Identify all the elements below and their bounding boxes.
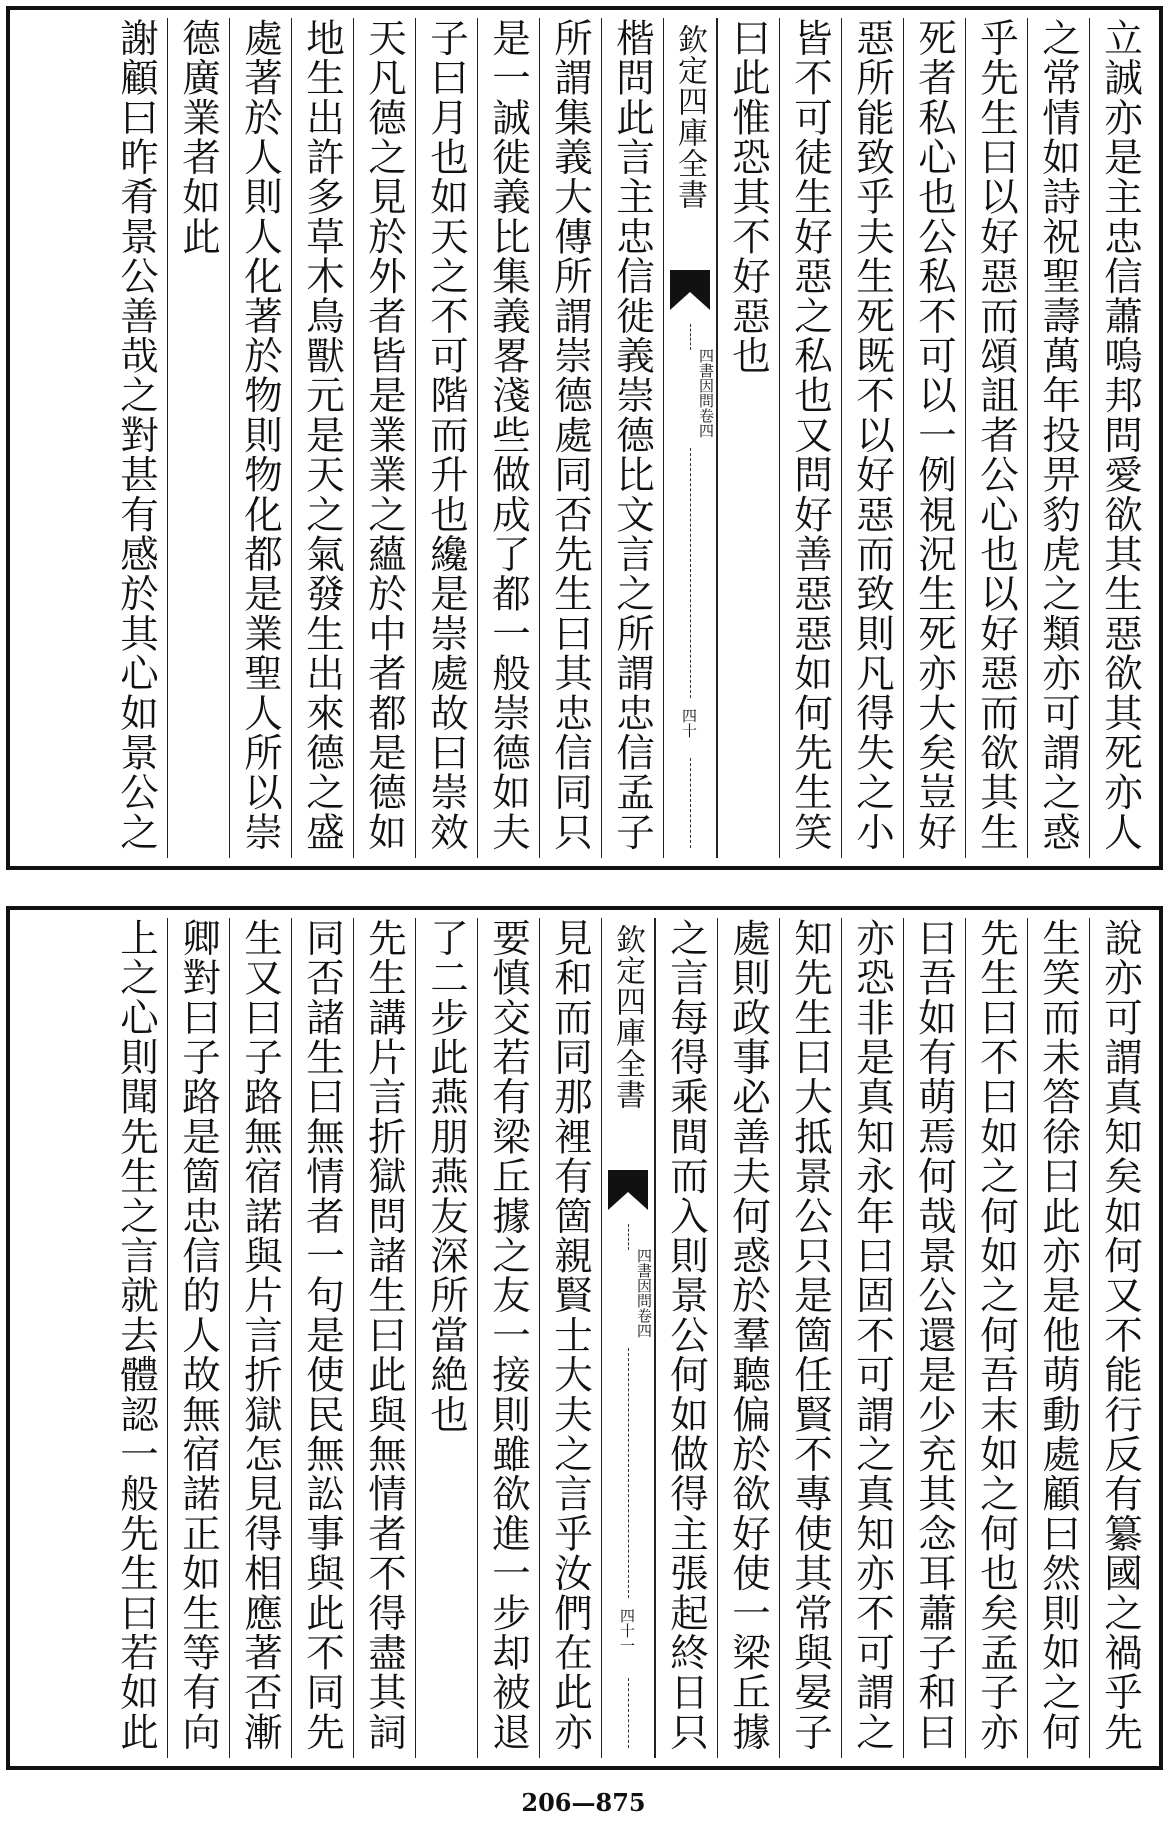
spine-page-number: 四十一 [618,1608,636,1653]
spine-volume: 卷四 [697,408,715,438]
text-column: 亦恐非是真知永年曰固不可謂之真知亦不可謂之 [841,918,903,1758]
spine-rule [690,448,691,698]
text-column: 曰吾如有萌焉何哉景公還是少充其念耳蕭子和曰 [903,918,965,1758]
folio-number: 206—875 [521,1788,646,1817]
text-column: 德廣業者如此 [167,18,229,858]
spine-rule [628,1678,629,1748]
spine-book: 四書因問 [635,1248,653,1308]
spine-book: 四書因問 [697,348,715,408]
text-column: 同否諸生曰無情者一句是使民無訟事與此不同先 [291,918,353,1758]
text-column: 之常情如詩祝聖壽萬年投畀豹虎之類亦可謂之惑 [1027,18,1089,858]
text-column: 知先生曰大抵景公只是箇任賢不專使其常與晏子 [779,918,841,1758]
spine-volume: 卷四 [635,1308,653,1338]
text-column: 是一誠徙義比集義畧淺些做成了都一般崇德如夫 [477,18,539,858]
text-column: 立誠亦是主忠信蕭嗚邦問愛欲其生惡欲其死亦人 [1089,18,1151,858]
text-column: 乎先生曰以好惡而頌詛者公心也以好惡而欲其生 [965,18,1027,858]
text-column: 惡所能致乎夫生死既不以好惡而致則凡得失之小 [841,18,903,858]
fish-tail-icon [670,270,710,322]
bottom-text-columns [18,918,1151,1758]
text-column: 上之心則聞先生之言就去體認一般先生曰若如此 [114,918,159,1752]
text-column: 地生出許多草木鳥獸元是天之氣發生出來德之盛 [291,18,353,858]
text-column: 說亦可謂真知矣如何又不能行反有纂國之禍乎先 [1089,918,1151,1758]
text-column: 要慎交若有梁丘據之友一接則雖欲進一步却被退 [477,918,539,1758]
text-column: 生又曰子路無宿諾與片言折獄怎見得相應著否漸 [229,918,291,1758]
bottom-page [0,896,1167,1796]
text-column: 曰此惟恐其不好惡也 [717,18,779,858]
text-column: 先生曰不曰如之何如之何吾末如之何也矣孟子亦 [965,918,1027,1758]
spine-subtitle [602,1248,654,1338]
text-column: 生笑而未答徐曰此亦是他萌動處顧曰然則如之何 [1027,918,1089,1758]
spine-title: 欽定四庫全書 [610,924,645,1110]
text-column: 卿對曰子路是箇忠信的人故無宿諾正如生等有向 [167,918,229,1758]
text-column: 處著於人則人化著於物則物化都是業聖人所以崇 [229,18,291,858]
text-column: 先生講片言折獄問諸生曰此與無情者不得盡其詞 [353,918,415,1758]
text-column: 皆不可徒生好惡之私也又問好善惡惡如何先生笑 [779,18,841,858]
bottom-page-frame [6,906,1163,1770]
text-column: 楷問此言主忠信徙義崇德比文言之所謂忠信孟子 [601,18,663,858]
text-column: 子曰月也如天之不可階而升也纔是崇處故曰崇效 [415,18,477,858]
spine-title: 欽定四庫全書 [672,24,707,210]
spine-subtitle [664,348,716,438]
spine-page-number: 四十 [680,708,698,738]
spine-rule [628,1348,629,1598]
top-page-frame [6,6,1163,870]
text-column: 天凡德之見於外者皆是業業之蘊於中者都是德如 [353,18,415,858]
text-column: 見和而同那裡有箇親賢士大夫之言乎汝們在此亦 [539,918,601,1758]
text-column: 處則政事必善夫何惑於羣聽偏於欲好使一梁丘據 [717,918,779,1758]
text-column: 所謂集義大傳所謂崇德處同否先生曰其忠信同只 [539,18,601,858]
spine-rule [690,758,691,848]
bottom-spine [601,918,655,1758]
top-text-columns [18,18,1151,858]
spine-rule [690,324,691,350]
text-column: 了二步此燕朋燕友深所當絶也 [415,918,477,1758]
spine-rule [628,1224,629,1250]
text-column: 之言每得乘間而入則景公何如做得主張起終日只 [655,918,717,1758]
fish-tail-icon [608,1170,648,1222]
text-column: 死者私心也公私不可以一例視況生死亦大矣豈好 [903,18,965,858]
top-spine [663,18,717,858]
text-column: 謝顧曰昨肴景公善哉之對甚有感於其心如景公之 [114,18,159,852]
top-page [0,0,1167,900]
